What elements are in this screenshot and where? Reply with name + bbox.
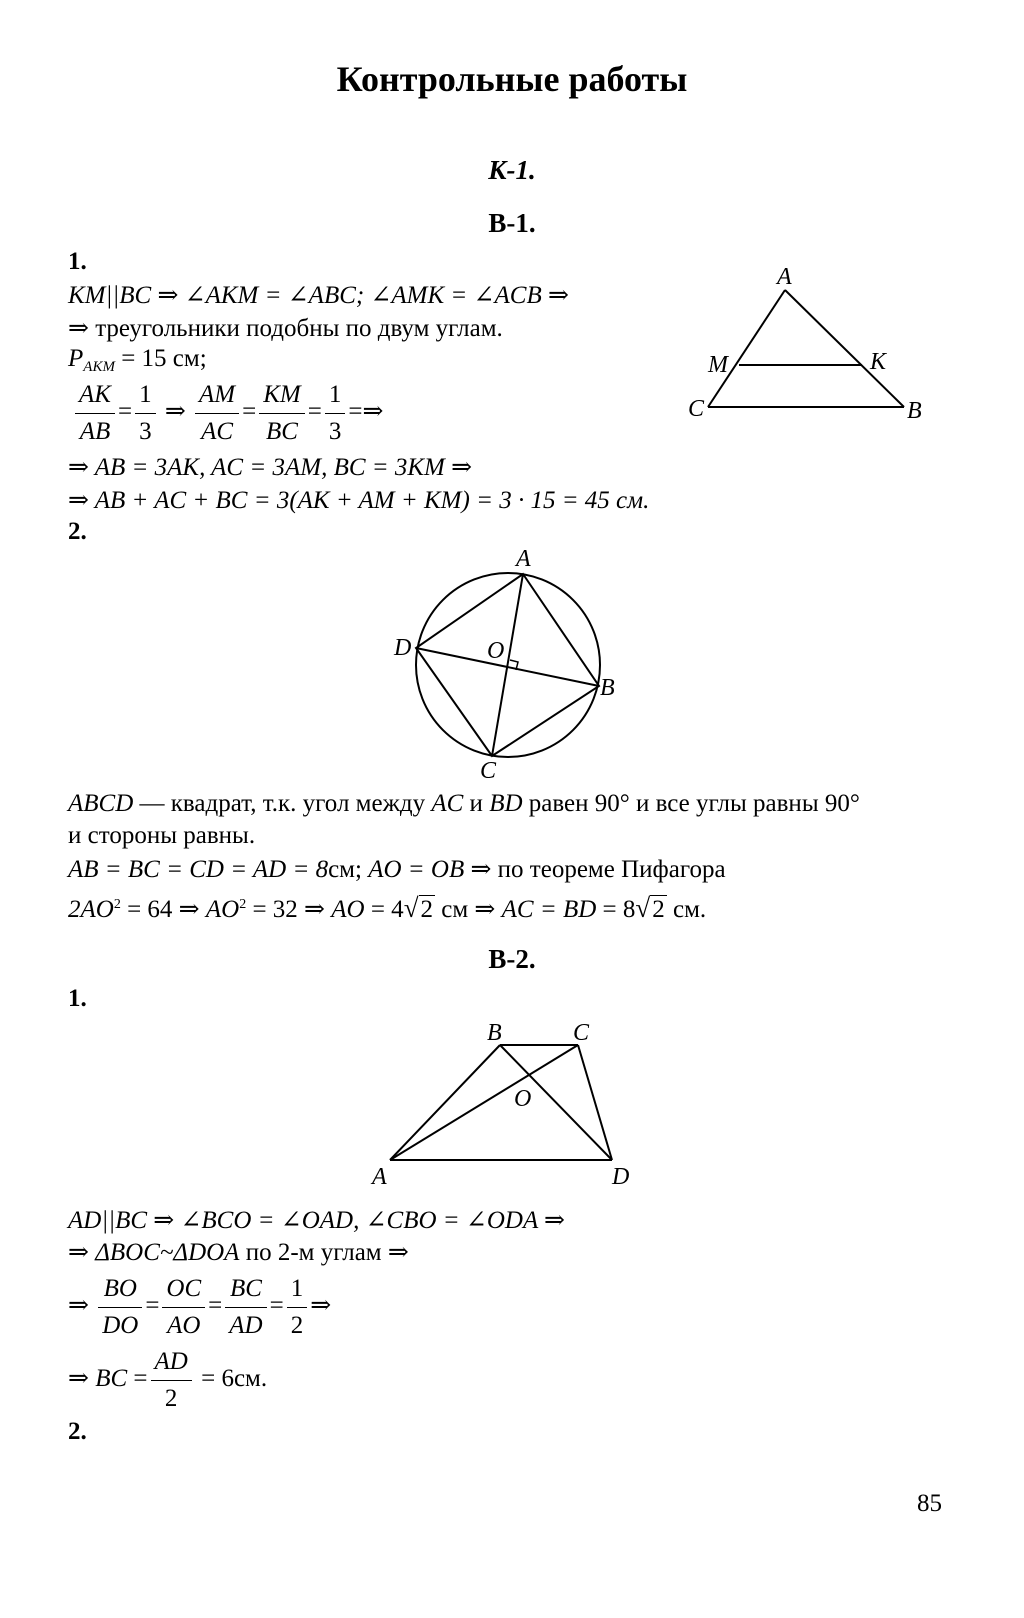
label-a: A xyxy=(777,264,792,290)
radical-sign: √ xyxy=(403,893,419,923)
radical-sign-2: √ xyxy=(635,893,651,923)
problem-1-line-1: KM||BC ⇒ ∠AKM = ∠ABC; ∠AMK = ∠ACB ⇒ xyxy=(68,282,569,309)
variant-2-heading: В-2. xyxy=(488,944,536,974)
v2-problem-1-line-4: ⇒ BC = $\frac{AD}{2}$ = 6см. xyxy=(68,1345,267,1416)
label-b: B xyxy=(600,675,615,701)
label-c: C xyxy=(688,396,705,422)
problem-2-line-4: $2AO^2 = 64$ ⇒ $AO^2 = 32$ ⇒ AO = 4√2 см ⇒ AC = BD = 8√2 см. xyxy=(68,893,707,923)
problem-2-line-3: AB = BC = CD = AD = 8см; AO = OB ⇒ по теореме Пифагора xyxy=(68,856,726,883)
fraction-ad-2: $\frac{AD}{2}$ xyxy=(151,1345,192,1416)
fraction-oc-ao: $\frac{OC}{AO}$ xyxy=(162,1272,205,1343)
fraction-one-third-2: $\frac{1}{3}$ xyxy=(325,378,346,449)
label-d: D xyxy=(394,635,412,661)
perimeter-symbol: P xyxy=(68,345,84,372)
fraction-one-third: $\frac{1}{3}$ xyxy=(135,378,156,449)
problem-2-number: 2. xyxy=(68,518,87,545)
page-number: 85 xyxy=(917,1490,942,1517)
problem-1-line-4: ⇒ AB = 3AK, AC = 3AM, BC = 3KM ⇒ xyxy=(68,454,473,481)
label-b: B xyxy=(487,1020,502,1046)
work-heading: К-1. xyxy=(488,155,536,185)
label-o: O xyxy=(514,1086,532,1112)
label-a: A xyxy=(516,546,531,572)
label-m: M xyxy=(708,352,728,378)
v2-problem-1-ratio: ⇒ $\frac{BO}{DO}$ = $\frac{OC}{AO}$ = $\frac{BC}{AD}$ = $\frac{1}{2}$ ⇒ xyxy=(68,1272,331,1343)
problem-2-line-1: ABCD — квадрат, т.к. угол между AC и BD равен 90° и все углы равны 90° xyxy=(68,790,860,817)
fraction-ak-ab: $\frac{AK}{AB}$ xyxy=(75,378,115,449)
fraction-bc-ad: $\frac{BC}{AD}$ xyxy=(225,1272,266,1343)
label-o: O xyxy=(487,638,505,664)
label-d: D xyxy=(612,1164,630,1190)
perimeter-subscript: AKM xyxy=(83,359,115,375)
label-b: B xyxy=(907,398,922,424)
v2-problem-1-number: 1. xyxy=(68,985,87,1012)
problem-1-ratio: $\frac{AK}{AB}$ = $\frac{1}{3}$ ⇒ $\frac{AM}{AC}$ = $\frac{KM}{BC}$ = $\frac{1}{3}$ =⇒ xyxy=(72,378,383,449)
label-c: C xyxy=(480,758,497,784)
v2-problem-1-line-1: AD||BC ⇒ ∠BCO = ∠OAD, ∠CBO = ∠ODA ⇒ xyxy=(68,1207,565,1234)
label-k: K xyxy=(870,349,887,375)
problem-2-line-2: и стороны равны. xyxy=(68,822,256,849)
label-a: A xyxy=(372,1164,387,1190)
problem-1-number: 1. xyxy=(68,248,87,275)
v2-problem-1-line-2: ⇒ ΔBOC~ΔDOA по 2-м углам ⇒ xyxy=(68,1239,409,1266)
fraction-am-ac: $\frac{AM}{AC}$ xyxy=(195,378,239,449)
fraction-km-bc: $\frac{KM}{BC}$ xyxy=(259,378,305,449)
label-c: C xyxy=(573,1020,590,1046)
perimeter-value: = 15 см; xyxy=(114,345,207,372)
problem-1-line-5: ⇒ AB + AC + BC = 3(AK + AM + KM) = 3 · 15 = 45 см. xyxy=(68,487,650,514)
fraction-bo-do: $\frac{BO}{DO}$ xyxy=(98,1272,142,1343)
fraction-one-half: $\frac{1}{2}$ xyxy=(287,1272,308,1343)
problem-1-line-2: ⇒ треугольники подобны по двум углам. xyxy=(68,315,503,342)
v2-problem-2-number: 2. xyxy=(68,1418,87,1445)
variant-1-heading: В-1. xyxy=(488,208,536,238)
page-title: Контрольные работы xyxy=(336,59,688,99)
